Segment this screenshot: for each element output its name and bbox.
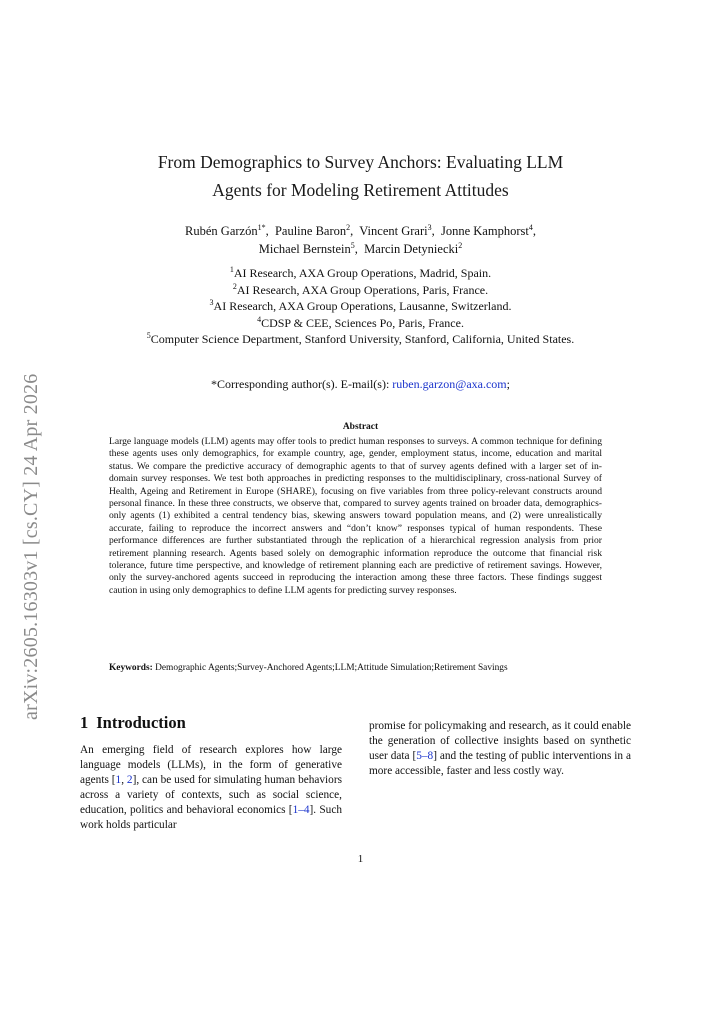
author-name: Marcin Detyniecki xyxy=(364,242,459,256)
author-name: Rubén Garzón xyxy=(185,224,258,238)
author-affil-mark: 4 xyxy=(528,222,533,232)
author-affil-mark: 1* xyxy=(257,222,266,232)
affiliation-text: AI Research, AXA Group Operations, Madrid, Spain. xyxy=(233,266,492,280)
author-line-1: Rubén Garzón$^{1*}$, Pauline Baron$^2$, Vincent Grari$^3$, Jonne Kamphorst$^4$, xyxy=(185,222,536,238)
text-run: and the testing of public interventions in a more accessible, faster and less costly way. xyxy=(369,750,631,777)
affiliation-mark: 1 xyxy=(229,265,234,274)
intro-paragraph-left: An emerging field of research explores how large language models (LLMs), in the form of generative agents [1, 2], can be used for simulating human behaviors across a variety of contexts, such as social science, education, politics and behavioral economics [1–4]. Such work holds particular xyxy=(80,744,342,831)
abstract-body: Large language models (LLM) agents may offer tools to predict human responses to surveys. A common technique for defining these agents uses only demographics, for example country, age, gender, employment status, income, education and marital status. We compare the predictive accuracy of demographic agents to that of survey agents defined with a larger set of in-domain survey responses. We test both approaches in predicting responses to the multidisciplinary, cross-national Survey of Health, Ageing and Retirement in Europe (SHARE), focusing on five variables from three policy-relevant constructs around personal finance. In these three constructs, we observe that, compared to survey agents trained on broader data, demographics-only agents (1) exhibited a central tendency bias, skewing answers toward population means, and (2) were unrealistically accurate, failing to reproduce the incorrect answers and “don’t know” responses typical of human respondents. These performance differences are further substantiated through the replication of a hierarchical regression analysis from prior retirement planning research. Agents based solely on demographic information reproduce the outcome that financial risk tolerance, future time perspective, and knowledge of retirement planning each are predictive of retirement savings. However, only the survey-anchored agents succeed in reproducing the interaction among these three factors. These findings suggest caution in using only demographics to define LLM agents for predicting survey responses. xyxy=(109,436,602,596)
author-name: Jonne Kamphorst xyxy=(440,224,529,238)
affiliation-mark: 4 xyxy=(257,314,262,324)
affiliation-item xyxy=(60,282,661,299)
affiliation-text: CDSP & CEE, Sciences Po, Paris, France. xyxy=(261,315,464,330)
text-run: . Such work holds particular xyxy=(80,804,342,831)
author-affil-mark: 3 xyxy=(427,222,432,232)
affiliation-text: AI Research, AXA Group Operations, Paris, France. xyxy=(236,282,489,297)
keywords-list: Demographic Agents;Survey-Anchored Agents;LLM;Attitude Simulation;Retirement Savings xyxy=(155,663,508,673)
title-line-1: From Demographics to Survey Anchors: Evaluating LLM xyxy=(157,152,564,172)
keywords xyxy=(109,662,629,674)
citation-link[interactable]: 1–4 xyxy=(292,804,310,816)
author-affil-mark: 5 xyxy=(350,240,355,250)
text-run: , can be used for simulating human behaviors across a variety of contexts, such as social science, education, politics and behavioral economics xyxy=(80,774,342,816)
corresponding-author xyxy=(80,376,641,392)
text-run: An emerging field of research explores how large language models (LLMs), in the form of generative agents xyxy=(80,744,342,786)
author-line-2: Michael Bernstein$^5$, Marcin Detyniecki$^2$ xyxy=(258,240,463,256)
intro-paragraph-right: promise for policymaking and research, as it could enable the generation of collective insights based on synthetic user data [5–8] and the testing of public interventions in a more accessible, faster and less costly way. xyxy=(369,720,631,777)
author-name: Pauline Baron xyxy=(274,224,347,238)
paper-title xyxy=(80,148,641,204)
author-name: Michael Bernstein xyxy=(258,242,351,256)
affiliation-item xyxy=(60,331,661,348)
section-number: 1 xyxy=(80,713,89,732)
corresponding-suffix: ; xyxy=(506,377,510,391)
keywords-label: Keywords: xyxy=(109,663,153,673)
affiliation-item xyxy=(60,315,661,332)
affiliation-mark: 5 xyxy=(146,331,151,340)
text-run: promise for policymaking and research, as it could enable the generation of collective insights based on synthetic user data xyxy=(369,720,631,762)
affiliation-text: Computer Science Department, Stanford University, Stanford, California, United States. xyxy=(150,332,575,346)
affiliation-item xyxy=(60,298,661,315)
author-list xyxy=(80,222,641,258)
author-affil-mark: 2 xyxy=(346,222,351,232)
affiliation-text: AI Research, AXA Group Operations, Lausanne, Switzerland. xyxy=(213,299,512,313)
abstract-heading: Abstract xyxy=(342,422,379,432)
section-title: Introduction xyxy=(96,713,186,732)
text-run: , xyxy=(121,774,127,786)
email-link[interactable]: ruben.garzon@axa.com xyxy=(392,377,507,391)
author-affil-mark: 2 xyxy=(458,240,463,250)
affiliation-list xyxy=(60,265,661,348)
citation-link[interactable]: 2 xyxy=(126,774,133,786)
arxiv-identifier-stamp: arXiv:2605.16303v1 [cs.CY] 24 Apr 2026 xyxy=(20,373,42,720)
affiliation-mark: 2 xyxy=(232,281,237,291)
author-name: Vincent Grari xyxy=(359,224,428,238)
affiliation-mark: 3 xyxy=(209,298,214,307)
citation-link[interactable]: 1 xyxy=(115,774,122,786)
section-heading xyxy=(80,713,186,733)
citation-link[interactable]: 5–8 xyxy=(416,750,434,762)
title-line-2: Agents for Modeling Retirement Attitudes xyxy=(212,180,509,200)
corresponding-prefix: *Corresponding author(s). E-mail(s): xyxy=(211,377,390,391)
page-number: 1 xyxy=(357,853,364,865)
affiliation-item xyxy=(60,265,661,282)
